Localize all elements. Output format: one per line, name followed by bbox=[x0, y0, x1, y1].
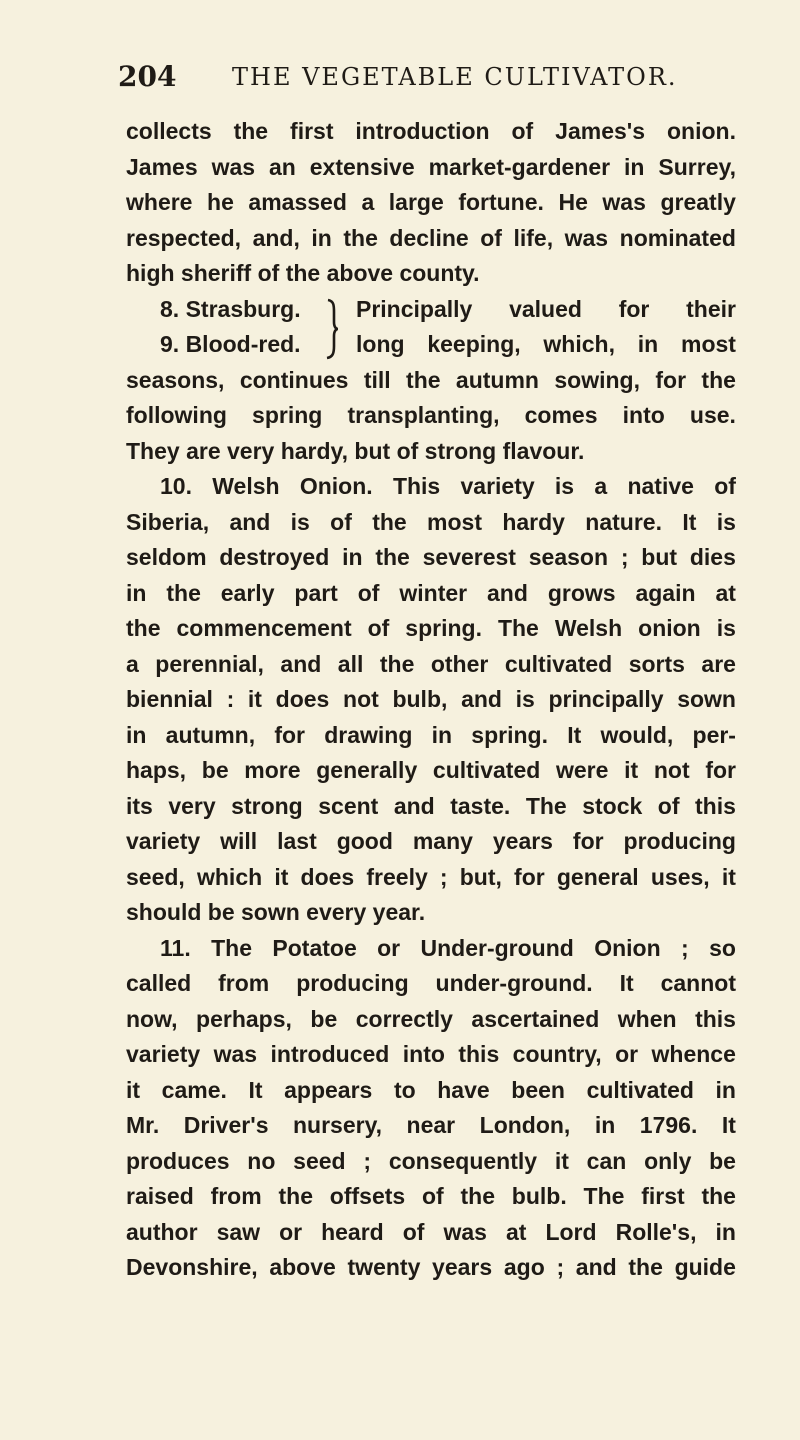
variety-description bbox=[356, 292, 736, 363]
text-line: 10. Welsh Onion. This variety is a native of bbox=[160, 473, 736, 499]
text-line: variety will last good many years for producing bbox=[126, 828, 736, 854]
body-text bbox=[126, 114, 736, 1286]
text-line: now, perhaps, be correctly ascertained when this bbox=[126, 1005, 736, 1032]
text-line: where he amassed a large fortune. He was greatly bbox=[126, 189, 736, 215]
variety-brace-entry bbox=[126, 292, 736, 363]
variety-strasburg: 8. Strasburg. bbox=[160, 295, 301, 322]
text-line: They are very hardy, but of strong flavour. bbox=[126, 437, 585, 464]
page-number: 204 bbox=[118, 60, 177, 93]
variety-blood-red: 9. Blood-red. bbox=[160, 331, 301, 357]
text-line: seldom destroyed in the severest season ; but dies bbox=[126, 544, 736, 570]
text-line: seasons, continues till the autumn sowing, for the bbox=[126, 366, 736, 393]
variety-names bbox=[160, 292, 330, 363]
text-line: in autumn, for drawing in spring. It would, per- bbox=[126, 721, 736, 748]
text-line: long keeping, which, in most bbox=[356, 331, 736, 357]
text-line: biennial : it does not bulb, and is principally sown bbox=[126, 686, 736, 712]
text-line: collects the first introduction of James's onion. bbox=[126, 118, 736, 144]
text-line: the commencement of spring. The Welsh onion is bbox=[126, 615, 736, 641]
text-line: following spring transplanting, comes into use. bbox=[126, 402, 736, 428]
text-line: a perennial, and all the other cultivated sorts are bbox=[126, 650, 736, 677]
text-line: respected, and, in the decline of life, was nominated bbox=[126, 224, 736, 251]
text-line: should be sown every year. bbox=[126, 899, 426, 925]
text-line: Devonshire, above twenty years ago ; and the guide bbox=[126, 1254, 736, 1280]
text-line: Siberia, and is of the most hardy nature. It is bbox=[126, 508, 736, 535]
text-line: seed, which it does freely ; but, for general uses, it bbox=[126, 863, 736, 890]
running-head: THE VEGETABLE CULTIVATOR. bbox=[232, 63, 678, 91]
text-line: high sheriff of the above county. bbox=[126, 260, 480, 286]
text-line: 11. The Potatoe or Under-ground Onion ; so bbox=[160, 934, 736, 961]
text-line: James was an extensive market-gardener in Surrey, bbox=[126, 153, 736, 180]
text-line: variety was introduced into this country, or whence bbox=[126, 1041, 736, 1067]
text-line: author saw or heard of was at Lord Rolle's, in bbox=[126, 1218, 736, 1245]
text-line: it came. It appears to have been cultivated in bbox=[126, 1076, 736, 1103]
text-line: haps, be more generally cultivated were it not for bbox=[126, 757, 736, 783]
text-line: in the early part of winter and grows again at bbox=[126, 579, 736, 606]
text-line: produces no seed ; consequently it can only be bbox=[126, 1147, 736, 1174]
text-line: its very strong scent and taste. The stock of this bbox=[126, 792, 736, 819]
page-header bbox=[118, 60, 678, 100]
brace-icon bbox=[324, 298, 340, 360]
text-line: called from producing under-ground. It cannot bbox=[126, 970, 736, 996]
text-line: Principally valued for their bbox=[356, 295, 736, 322]
text-line: raised from the offsets of the bulb. The first the bbox=[126, 1183, 736, 1209]
text-line: Mr. Driver's nursery, near London, in 1796. It bbox=[126, 1112, 736, 1138]
